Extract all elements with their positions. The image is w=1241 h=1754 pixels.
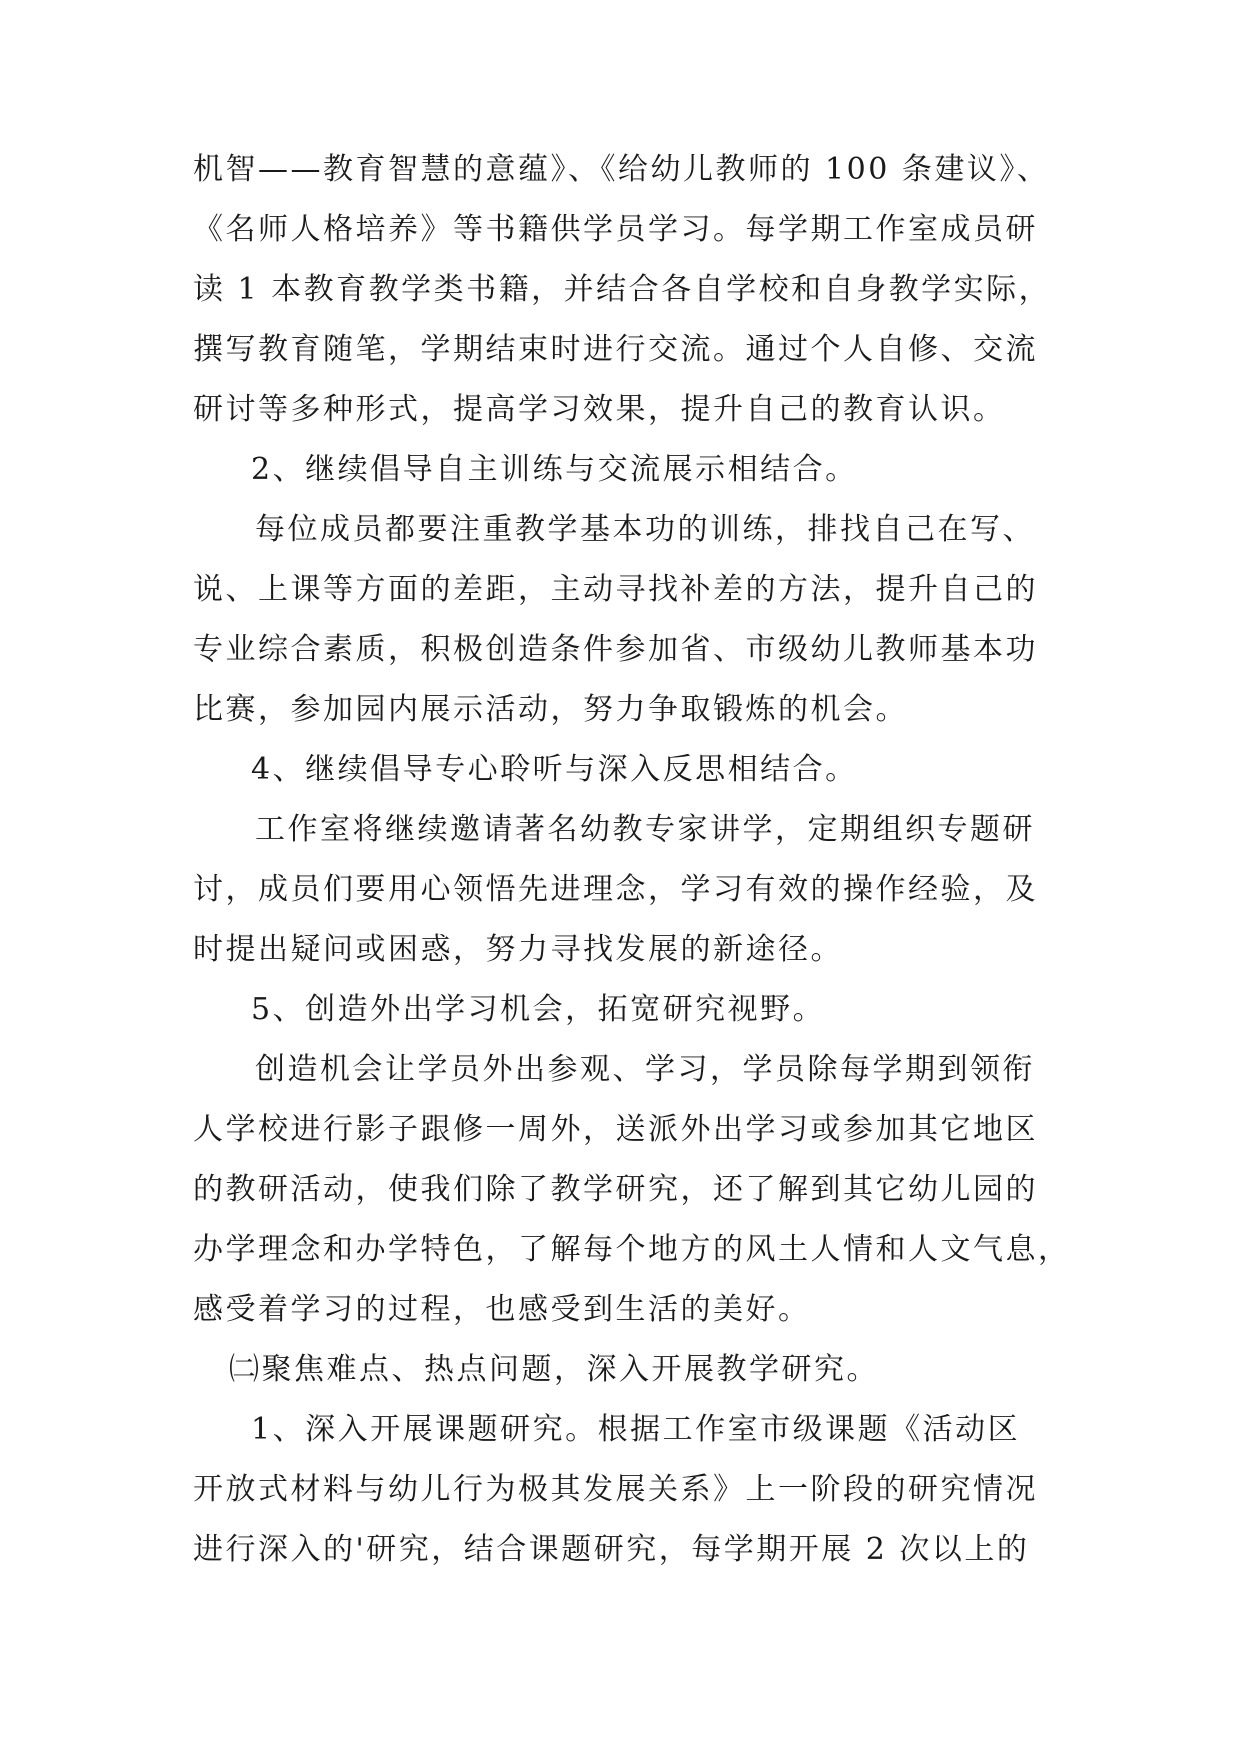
paragraph-first-line: 1、深入开展课题研究。根据工作室市级课题《活动区 [251,1412,1021,1447]
text-line: 说、上课等方面的差距，主动寻找补差的方法，提升自己的 [193,572,1038,607]
section-heading: 4、继续倡导专心聆听与深入反思相结合。 [251,752,858,787]
text-line: 时提出疑问或困惑，努力寻找发展的新途径。 [193,932,843,967]
section-heading: 5、创造外出学习机会，拓宽研究视野。 [251,992,826,1027]
text-line: 专业综合素质，积极创造条件参加省、市级幼儿教师基本功 [193,632,1038,667]
text-line: 办学理念和办学特色，了解每个地方的风土人情和人文气息， [193,1232,1071,1267]
paragraph-first-line: 工作室将继续邀请著名幼教专家讲学，定期组织专题研 [255,812,1035,847]
section-heading: 2、继续倡导自主训练与交流展示相结合。 [251,452,858,487]
paragraph-first-line: 创造机会让学员外出参观、学习，学员除每学期到领衔 [255,1052,1035,1087]
text-line: 进行深入的'研究，结合课题研究，每学期开展 2 次以上的 [193,1532,1030,1567]
paragraph-first-line: 每位成员都要注重教学基本功的训练，排找自己在写、 [255,512,1035,547]
text-line: 的教研活动，使我们除了教学研究，还了解到其它幼儿园的 [193,1172,1038,1207]
text-line: 讨，成员们要用心领悟先进理念，学习有效的操作经验，及 [193,872,1038,907]
section-heading: ㈡聚焦难点、热点问题，深入开展教学研究。 [229,1352,879,1387]
text-line: 人学校进行影子跟修一周外，送派外出学习或参加其它地区 [193,1112,1038,1147]
text-line: 《名师人格培养》等书籍供学员学习。每学期工作室成员研 [193,212,1038,247]
text-line: 机智——教育智慧的意蕴》、《给幼儿教师的 100 条建议》、 [193,152,1050,187]
text-line: 比赛，参加园内展示活动，努力争取锻炼的机会。 [193,692,908,727]
text-line: 感受着学习的过程，也感受到生活的美好。 [193,1292,811,1327]
text-line: 读 1 本教育教学类书籍，并结合各自学校和自身教学实际， [193,272,1052,307]
text-line: 研讨等多种形式，提高学习效果，提升自己的教育认识。 [193,392,1006,427]
text-line: 开放式材料与幼儿行为极其发展关系》上一阶段的研究情况 [193,1472,1038,1507]
body-text [193,140,1073,1580]
text-line: 撰写教育随笔，学期结束时进行交流。通过个人自修、交流 [193,332,1038,367]
